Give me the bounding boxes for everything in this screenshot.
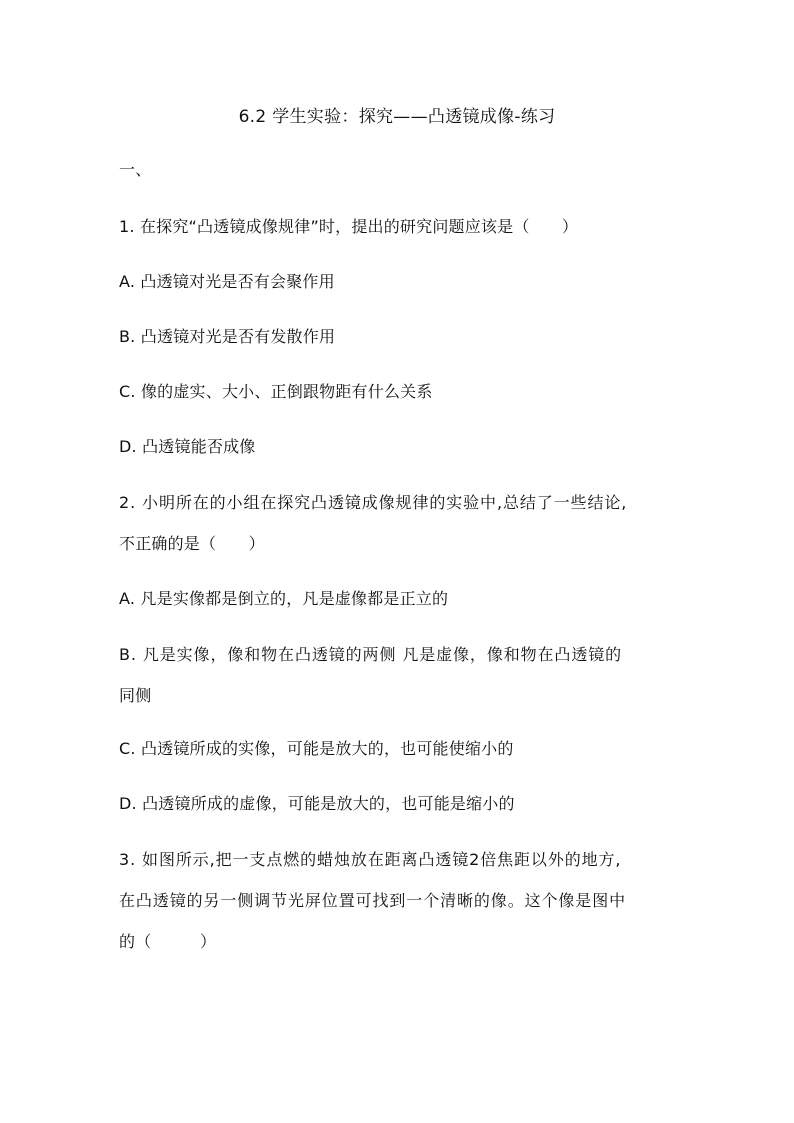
section-heading: 一、 [119,160,152,179]
question-3-stem-line-2: 在凸透镜的另一侧调节光屏位置可找到一个清晰的像。这个像是图中 [119,891,627,910]
question-1-option-a: A. 凸透镜对光是否有会聚作用 [119,272,335,291]
question-3-stem-line-3: 的（ ） [119,932,217,951]
question-1-option-c: C. 像的虚实、大小、正倒跟物距有什么关系 [119,382,433,401]
question-2-option-a: A. 凡是实像都是倒立的，凡是虚像都是正立的 [119,589,449,608]
question-2-option-b-continued: 同侧 [119,686,152,705]
question-2-option-b: B. 凡是实像，像和物在凸透镜的两侧 凡是虚像，像和物在凸透镜的 [119,645,623,664]
document-title: 6.2 学生实验：探究——凸透镜成像-练习 [238,107,556,127]
question-1-option-d: D. 凸透镜能否成像 [119,437,256,456]
question-1-stem: 1. 在探究“凸透镜成像规律”时，提出的研究问题应该是（ ） [119,217,579,236]
question-3-stem-line-1: 3. 如图所示,把一支点燃的蜡烛放在距离凸透镜2倍焦距以外的地方, [119,850,622,869]
question-1-option-b: B. 凸透镜对光是否有发散作用 [119,327,336,346]
question-2-option-d: D. 凸透镜所成的虚像，可能是放大的，也可能是缩小的 [119,794,515,813]
question-2-stem-line-2: 不正确的是（ ） [119,534,265,553]
question-2-option-c: C. 凸透镜所成的实像，可能是放大的，也可能使缩小的 [119,739,514,758]
question-2-stem-line-1: 2. 小明所在的小组在探究凸透镜成像规律的实验中,总结了一些结论, [119,493,628,512]
